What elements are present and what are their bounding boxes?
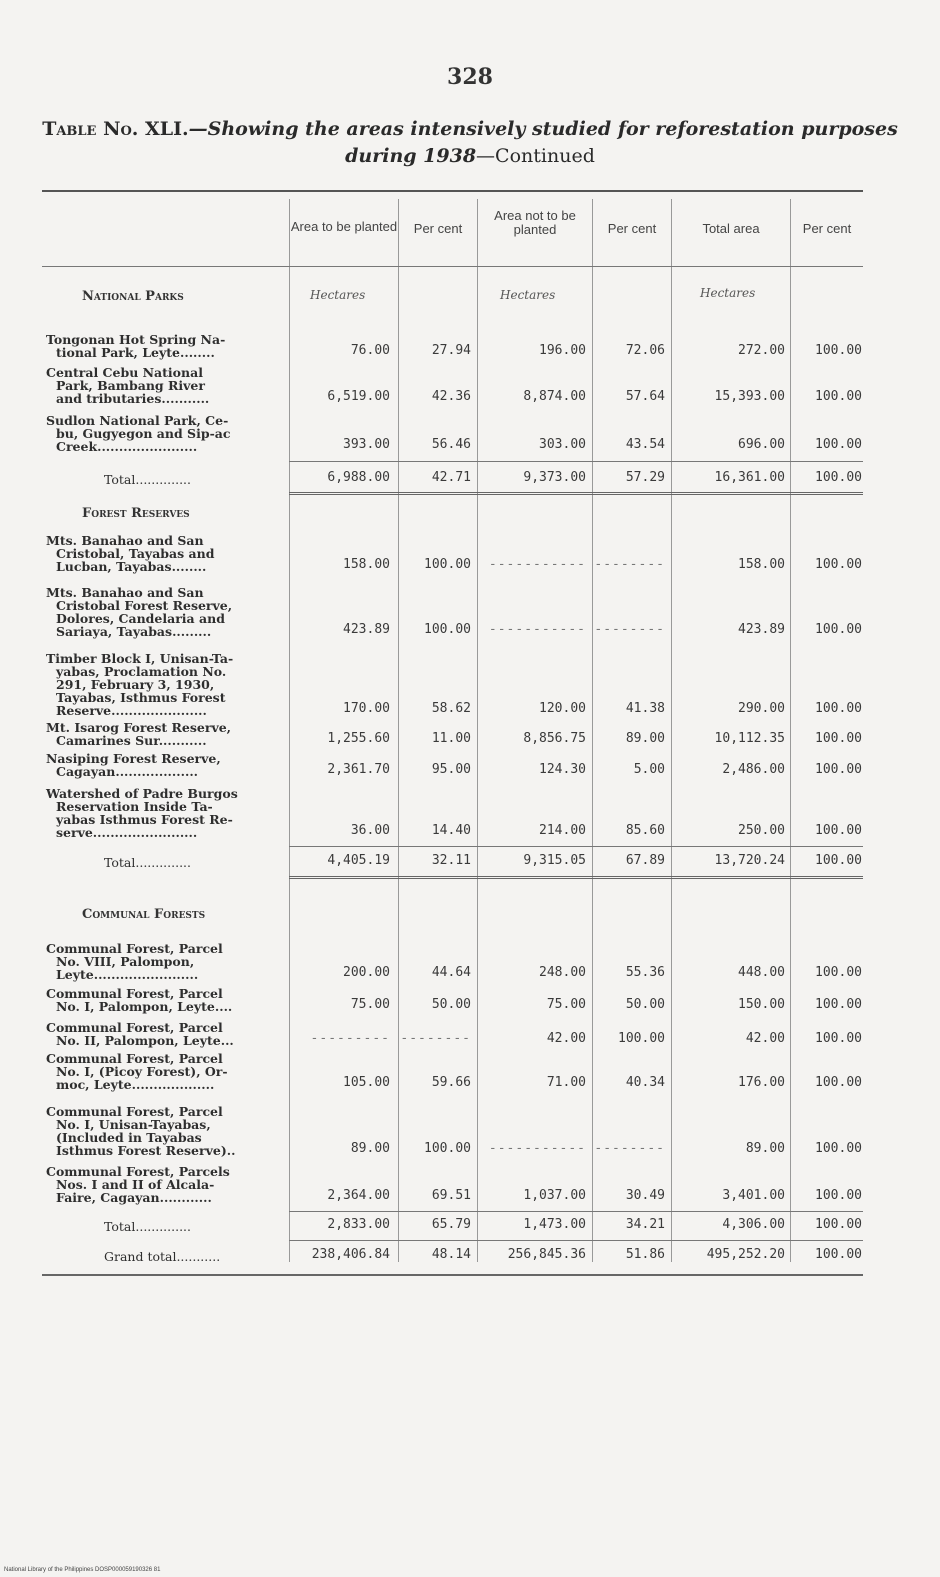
table-cell: 16,361.00	[714, 470, 785, 485]
unit-label: Hectares	[310, 288, 366, 302]
table-bottom-rule	[42, 1274, 863, 1276]
table-top-rule	[42, 190, 863, 192]
row-name-line: No. I, Unisan-Tayabas,	[56, 1117, 211, 1132]
row-name-line: Reserve......................	[56, 703, 207, 718]
table-cell: 42.00	[745, 1031, 785, 1046]
table-label: Table No. XLI.	[42, 118, 189, 140]
table-cell: 2,364.00	[327, 1188, 390, 1203]
table-cell: 100.00	[815, 1247, 862, 1262]
table-cell: -----------	[488, 622, 586, 637]
table-cell: 238,406.84	[311, 1247, 390, 1262]
table-cell: 40.34	[625, 1075, 665, 1090]
table-cell: 158.00	[343, 557, 390, 572]
total-label: Total..............	[104, 1219, 191, 1234]
table-cell: 100.00	[815, 470, 862, 485]
row-name-line: No. II, Palompon, Leyte...	[56, 1033, 234, 1048]
table-cell: 696.00	[738, 437, 785, 452]
row-name	[46, 987, 282, 1013]
table-cell: 100.00	[815, 1075, 862, 1090]
table-cell: 105.00	[343, 1075, 390, 1090]
table-cell: 4,405.19	[327, 853, 390, 868]
unit-label: Hectares	[700, 286, 756, 300]
row-name	[46, 787, 282, 839]
row-name-line: tional Park, Leyte........	[56, 345, 215, 360]
row-name-line: Sariaya, Tayabas.........	[56, 624, 212, 639]
table-cell: 34.21	[625, 1217, 665, 1232]
table-cell: 8,856.75	[523, 731, 586, 746]
row-name	[46, 652, 282, 717]
table-cell: 303.00	[539, 437, 586, 452]
row-name-line: Communal Forest, Parcel	[46, 1020, 223, 1035]
table-cell: 495,252.20	[706, 1247, 785, 1262]
row-name-line: Mts. Banahao and San	[46, 533, 204, 548]
table-cell: 100.00	[815, 823, 862, 838]
row-name	[46, 1052, 282, 1091]
row-name-line: yabas, Proclamation No.	[56, 664, 227, 679]
table-cell: 100.00	[424, 557, 471, 572]
table-cell: 100.00	[815, 997, 862, 1012]
table-cell: 170.00	[343, 701, 390, 716]
grand-total-label: Grand total...........	[104, 1249, 221, 1264]
table-cell: 48.14	[431, 1247, 471, 1262]
row-name	[46, 366, 282, 405]
row-name-line: (Included in Tayabas	[56, 1130, 202, 1145]
table-cell: 100.00	[424, 622, 471, 637]
subtotal-rule	[289, 846, 863, 847]
table-cell: 85.60	[625, 823, 665, 838]
table-cell: 1,037.00	[523, 1188, 586, 1203]
table-cell: 56.46	[431, 437, 471, 452]
row-name-line: Timber Block I, Unisan-Ta-	[46, 651, 234, 666]
row-name-line: serve........................	[56, 825, 198, 840]
table-cell: 5.00	[633, 762, 665, 777]
table-cell: 89.00	[350, 1141, 390, 1156]
table-cell: 250.00	[738, 823, 785, 838]
header-per-cent: Per cent	[413, 221, 463, 236]
table-cell: 120.00	[539, 701, 586, 716]
row-name-line: Cristobal Forest Reserve,	[56, 598, 233, 613]
row-name-line: Mts. Banahao and San	[46, 585, 204, 600]
row-name-line: Communal Forest, Parcels	[46, 1164, 230, 1179]
table-cell: 89.00	[745, 1141, 785, 1156]
table-cell: 1,255.60	[327, 731, 390, 746]
table-cell: 42.36	[431, 389, 471, 404]
table-cell: 448.00	[738, 965, 785, 980]
row-name-line: Mt. Isarog Forest Reserve,	[46, 720, 232, 735]
row-name	[46, 414, 282, 453]
table-cell: 13,720.24	[714, 853, 785, 868]
row-name-line: Tayabas, Isthmus Forest	[56, 690, 226, 705]
row-name-line: bu, Gugyegon and Sip-ac	[56, 426, 231, 441]
table-cell: 14.40	[431, 823, 471, 838]
table-cell: 32.11	[431, 853, 471, 868]
table-cell: 100.00	[815, 1031, 862, 1046]
table-cell: 51.86	[625, 1247, 665, 1262]
table-cell: 11.00	[431, 731, 471, 746]
table-cell: 2,833.00	[327, 1217, 390, 1232]
table-cell: 2,486.00	[722, 762, 785, 777]
row-name-line: yabas Isthmus Forest Re-	[56, 812, 233, 827]
header-total-area: Total area	[702, 221, 760, 236]
table-cell: 256,845.36	[507, 1247, 586, 1262]
page-number: 328	[447, 64, 493, 90]
row-name	[46, 586, 282, 638]
table-cell: 71.00	[546, 1075, 586, 1090]
unit-label: Hectares	[500, 288, 556, 302]
table-cell: 290.00	[738, 701, 785, 716]
table-cell: 272.00	[738, 343, 785, 358]
table-cell: 100.00	[815, 701, 862, 716]
table-cell: 95.00	[431, 762, 471, 777]
row-name-line: Isthmus Forest Reserve)..	[56, 1143, 236, 1158]
subtotal-rule	[289, 1211, 863, 1212]
table-cell: 59.66	[431, 1075, 471, 1090]
table-cell: 214.00	[539, 823, 586, 838]
row-name-line: Reservation Inside Ta-	[56, 799, 213, 814]
table-cell: 44.64	[431, 965, 471, 980]
table-cell: 57.64	[625, 389, 665, 404]
row-name	[46, 1105, 282, 1157]
row-name-line: Communal Forest, Parcel	[46, 941, 223, 956]
table-cell: 76.00	[350, 343, 390, 358]
header-per-cent: Per cent	[802, 221, 852, 236]
row-name	[46, 1021, 282, 1047]
table-cell: --------	[400, 1031, 471, 1046]
header-area-to-be-planted: Area to be planted	[290, 219, 398, 234]
table-cell: ---------	[310, 1031, 390, 1046]
table-cell: 100.00	[815, 622, 862, 637]
table-cell: 100.00	[815, 557, 862, 572]
subtotal-rule	[289, 461, 863, 462]
table-cell: 27.94	[431, 343, 471, 358]
row-name-line: Park, Bambang River	[56, 378, 205, 393]
table-cell: 100.00	[815, 1217, 862, 1232]
row-name-line: Watershed of Padre Burgos	[46, 786, 238, 801]
table-cell: 9,315.05	[523, 853, 586, 868]
table-cell: 176.00	[738, 1075, 785, 1090]
table-cell: 75.00	[350, 997, 390, 1012]
table-cell: 58.62	[431, 701, 471, 716]
row-name-line: Tongonan Hot Spring Na-	[46, 332, 226, 347]
total-rule	[289, 876, 863, 879]
table-cell: 3,401.00	[722, 1188, 785, 1203]
table-cell: 150.00	[738, 997, 785, 1012]
table-cell: 6,988.00	[327, 470, 390, 485]
table-cell: 100.00	[815, 853, 862, 868]
table-cell: 100.00	[815, 1141, 862, 1156]
table-cell: 200.00	[343, 965, 390, 980]
table-cell: 50.00	[625, 997, 665, 1012]
row-name	[46, 942, 282, 981]
table-cell: 423.89	[738, 622, 785, 637]
row-name-line: Cagayan...................	[56, 764, 199, 779]
table-cell: 8,874.00	[523, 389, 586, 404]
table-cell: 100.00	[815, 762, 862, 777]
row-name-line: No. VIII, Palompon,	[56, 954, 195, 969]
table-cell: 30.49	[625, 1188, 665, 1203]
table-cell: 100.00	[815, 965, 862, 980]
table-cell: 1,473.00	[523, 1217, 586, 1232]
table-cell: 89.00	[625, 731, 665, 746]
table-cell: 72.06	[625, 343, 665, 358]
column-rule	[790, 199, 791, 1262]
row-name-line: and tributaries...........	[56, 391, 210, 406]
header-rule	[42, 266, 863, 267]
row-name-line: 291, February 3, 1930,	[56, 677, 215, 692]
table-cell: 196.00	[539, 343, 586, 358]
table-title	[40, 116, 900, 170]
row-name-line: No. I, (Picoy Forest), Or-	[56, 1064, 228, 1079]
total-label: Total..............	[104, 472, 191, 487]
table-cell: 100.00	[815, 437, 862, 452]
row-name-line: Leyte........................	[56, 967, 199, 982]
row-name	[46, 1165, 282, 1204]
table-cell: 55.36	[625, 965, 665, 980]
table-cell: 100.00	[815, 389, 862, 404]
table-cell: -----------	[488, 557, 586, 572]
column-rule	[671, 199, 672, 1262]
section-title: Communal Forests	[82, 907, 206, 922]
table-cell: 69.51	[431, 1188, 471, 1203]
table-cell: 158.00	[738, 557, 785, 572]
table-description: —Showing the areas intensively studied for reforestation purposes during 1938	[188, 118, 898, 167]
row-name	[46, 752, 282, 778]
table-cell: 248.00	[539, 965, 586, 980]
table-cell: --------	[594, 557, 665, 572]
header-per-cent: Per cent	[607, 221, 657, 236]
table-cell: 15,393.00	[714, 389, 785, 404]
table-cell: --------	[594, 1141, 665, 1156]
table-cell: 9,373.00	[523, 470, 586, 485]
table-cell: 42.00	[546, 1031, 586, 1046]
table-cell: -----------	[488, 1141, 586, 1156]
section-title: Forest Reserves	[82, 506, 190, 521]
table-cell: 100.00	[618, 1031, 665, 1046]
row-name-line: Communal Forest, Parcel	[46, 1104, 223, 1119]
row-name-line: Camarines Sur...........	[56, 733, 207, 748]
row-name-line: Cristobal, Tayabas and	[56, 546, 215, 561]
row-name-line: Communal Forest, Parcel	[46, 1051, 223, 1066]
table-cell: 42.71	[431, 470, 471, 485]
table-cell: 57.29	[625, 470, 665, 485]
table-cell: 10,112.35	[714, 731, 785, 746]
table-cell: 67.89	[625, 853, 665, 868]
row-name-line: Creek.......................	[56, 439, 198, 454]
table-cell: 100.00	[424, 1141, 471, 1156]
row-name-line: Nasiping Forest Reserve,	[46, 751, 221, 766]
row-name-line: No. I, Palompon, Leyte....	[56, 999, 233, 1014]
header-area-not-to-be-planted: Area not to be planted	[494, 208, 576, 237]
table-cell: 41.38	[625, 701, 665, 716]
table-continued: —Continued	[476, 145, 595, 167]
library-footer: National Library of the Philippines DOSP000059190326 81	[4, 1567, 161, 1573]
table-cell: 100.00	[815, 1188, 862, 1203]
table-cell: 100.00	[815, 343, 862, 358]
row-name-line: Sudlon National Park, Ce-	[46, 413, 229, 428]
row-name	[46, 534, 282, 573]
subtotal-rule	[289, 1240, 863, 1241]
row-name-line: moc, Leyte...................	[56, 1077, 215, 1092]
row-name-line: Nos. I and II of Alcala-	[56, 1177, 215, 1192]
row-name-line: Faire, Cagayan............	[56, 1190, 212, 1205]
table-cell: 423.89	[343, 622, 390, 637]
table-cell: 43.54	[625, 437, 665, 452]
table-cell: 65.79	[431, 1217, 471, 1232]
row-name-line: Central Cebu National	[46, 365, 203, 380]
table-cell: 6,519.00	[327, 389, 390, 404]
table-cell: 124.30	[539, 762, 586, 777]
total-label: Total..............	[104, 855, 191, 870]
table-cell: 36.00	[350, 823, 390, 838]
section-title: National Parks	[82, 289, 184, 304]
total-rule	[289, 492, 863, 495]
row-name	[46, 721, 282, 747]
table-cell: --------	[594, 622, 665, 637]
row-name-line: Communal Forest, Parcel	[46, 986, 223, 1001]
table-cell: 4,306.00	[722, 1217, 785, 1232]
row-name-line: Lucban, Tayabas........	[56, 559, 207, 574]
table-cell: 75.00	[546, 997, 586, 1012]
table-cell: 2,361.70	[327, 762, 390, 777]
table-cell: 100.00	[815, 731, 862, 746]
row-name	[46, 333, 282, 359]
table-cell: 50.00	[431, 997, 471, 1012]
table-cell: 393.00	[343, 437, 390, 452]
row-name-line: Dolores, Candelaria and	[56, 611, 225, 626]
